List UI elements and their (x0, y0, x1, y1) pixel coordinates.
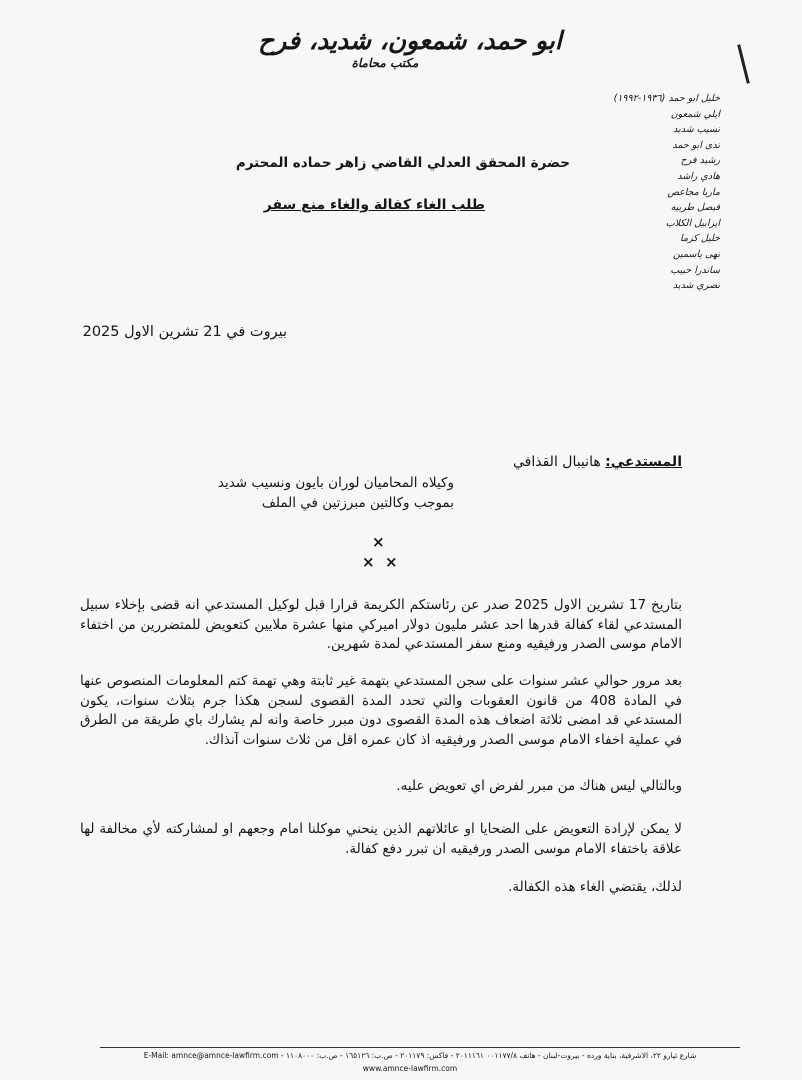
letter-date: بيروت في 21 تشرين الاول 2025 (82, 324, 287, 340)
body-paragraph: لا يمكن لإرادة التعويض على الضحايا او عائلاتهم الذين ينحني موكلنا امام وجعهم او لمشاركته لأي مخالفة لها علاقة باختفاء الامام موسى الصدر ورفيقيه ان تبرر دفع كفالة. (80, 821, 682, 857)
margin-pen-mark (737, 44, 750, 84)
separator-mark-double: × × (362, 553, 398, 571)
body-paragraph: بعد مرور حوالي عشر سنوات على سجن المستدعي بتهمة غير ثابتة وهي تهمة كتم المعلومات المنصوص عنها في المادة 408 من قانون العقوبات والتي تحدد المدة القصوى لسجن هكذا جرم بثلاث سنوات، يكون المستدعي قد امضى ثلاثة اضعاف هذه المدة القصوى دون مبرر خاصة وانه لم يشارك باي طريقة من الطرق في عملية اخفاء الامام موسى الصدر ورفيقيه اذ كان عمره اقل من ثلاث سنوات آنذاك. (80, 673, 682, 748)
lawyer-name: هادي راشد (677, 170, 720, 182)
agents-block (218, 473, 454, 513)
addressee: حضرة المحقق العدلي القاضي زاهر حماده المحترم (235, 155, 570, 171)
lawyer-name: ندى ابو حمد (672, 139, 720, 151)
subject-title: طلب الغاء كفالة والغاء منع سفر (263, 197, 485, 213)
footer-divider (100, 1047, 740, 1048)
lawyer-name: ايلي شمعون (670, 108, 720, 120)
footer-website: www.amnce-lawfirm.com (362, 1064, 458, 1073)
lawyer-name: نهى ياسمين (672, 248, 720, 260)
lawyer-name: نصري شديد (672, 280, 720, 292)
lawyer-name: ايزابيل الكلاب (665, 217, 720, 229)
lawyer-name: رشيد فرح (680, 155, 720, 167)
lawyer-name: خليل كزما (680, 233, 720, 245)
body-paragraph: وبالتالي ليس هناك من مبرر لفرض اي تعويض عليه. (396, 778, 682, 794)
body-paragraph-conclusion: لذلك، يقتضي الغاء هذه الكفالة. (508, 879, 682, 895)
footer-address: شارع ثيارو ٢٢، الاشرفية، بناية ورده - بيروت-لبنان - هاتف ٠٠١١٧٧/٨ ٢٠١١١٦١ - فاكس: ٢٠١١٧٩ - ص.ب: ١٦٥١٢٦ - ص.ب: ١١٠٨٠٠٠ - E-Mail: amnce@amnce-lawfirm.com (143, 1051, 697, 1060)
lawyer-name: خليل ابو حمد (١٩٣٦-١٩٩٢) (613, 93, 720, 104)
lawyers-list (580, 91, 720, 294)
firm-name: ابو حمد، شمعون، شديد، فرح (258, 26, 562, 55)
agents-line: بموجب وكالتين مبرزتين في الملف (261, 495, 454, 511)
body-paragraph: بتاريخ 17 تشرين الاول 2025 صدر عن رئاستكم الكريمة قرارا قبل لوكيل المستدعي انه قضى بإخلاء سبيل المستدعي لقاء كفالة قدرها احد عشر مليون دولار اميركي منها عشرة ملايين كتعويض للمتضررين من اختفاء الامام موسى الصدر ورفيقيه ومنع سفر المستدعي لمدة شهرين. (80, 597, 682, 652)
lawyer-name: نسيب شديد (673, 124, 720, 136)
lawyer-name: ساندرا حبيب (670, 264, 720, 276)
agents-line: وكيلاه المحاميان لوران بايون ونسيب شديد (217, 475, 454, 491)
lawyer-name: فيصل طربيه (670, 202, 720, 214)
lawyer-name: ماريا مجاعص (667, 186, 720, 198)
petitioner-line (513, 454, 682, 470)
separator-mark: × (372, 533, 385, 551)
petitioner-name: هانيبال القذافي (513, 454, 601, 470)
firm-subtitle: مكتب محاماة (351, 56, 419, 70)
petitioner-label: المستدعي: (605, 454, 682, 470)
